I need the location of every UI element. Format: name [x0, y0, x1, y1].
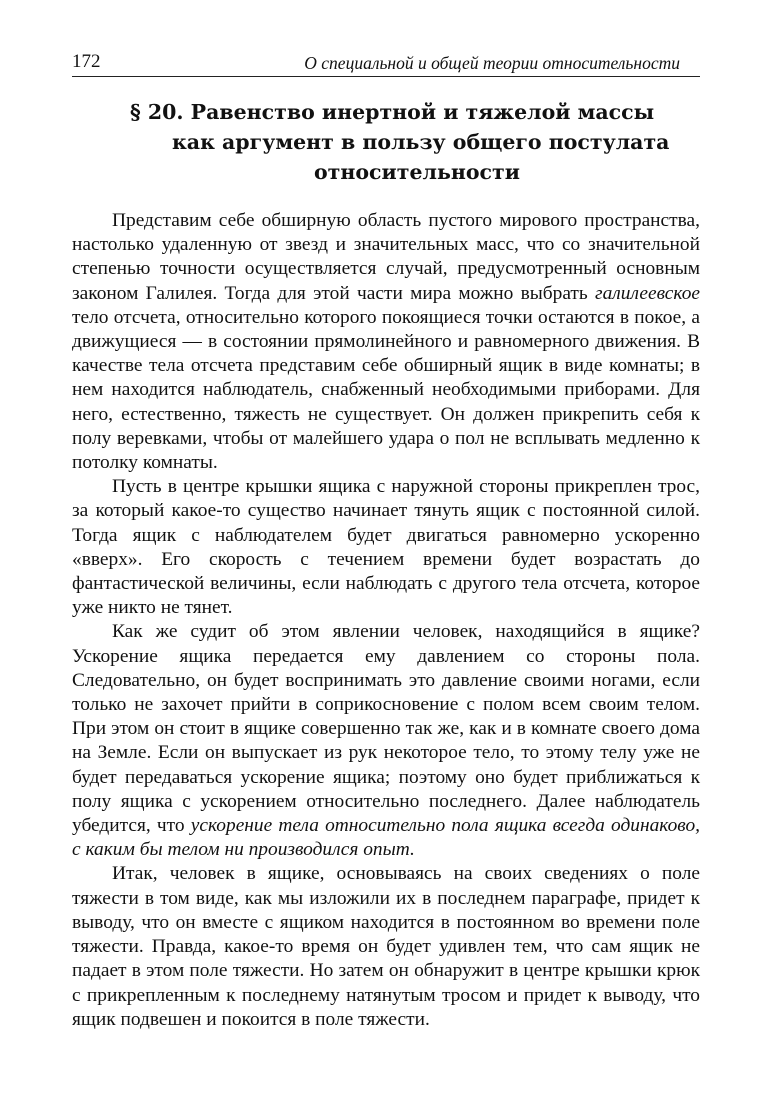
running-title: О специальной и общей теории относительности [304, 53, 680, 73]
paragraph [72, 209, 700, 475]
paragraph: Итак, человек в ящике, основываясь на своих сведениях о поле тяжести в том виде, как мы изложили их в последнем параграфе, придет к выводу, что он вместе с ящиком находится в постоянном во времени поле тяжести. Правда, какое-то время он будет удивлен тем, что сам ящик не падает в этом поле тяжести. Но затем он обнаружит в центре крышки крюк с прикрепленным к последнему натянутым тросом и придет к выводу, что ящик подвешен и покоится в поле тяжести. [72, 863, 700, 1030]
section-title [72, 97, 700, 187]
section-title-line: как аргумент в пользу общего постулата [172, 130, 670, 154]
paragraph [72, 620, 700, 862]
paragraph: Пусть в центре крышки ящика с наружной стороны прикреплен трос, за который какое-то существо начинает тянуть ящик с постоянной силой. Тогда ящик с наблюдателем будет двигаться равномерно ускоренно «вверх». Его скорость с течением времени будет возрастать до фантастической величины, если наблюдать с другого тела отсчета, которое уже никто не тянет. [72, 476, 700, 619]
page-number: 172 [72, 51, 101, 72]
paragraph-text: Как же судит об этом явлении человек, находящийся в ящике? Ускорение ящика передается ему давлением со стороны пола. Следовательно, он будет воспринимать это давление своими ногами, если только не захочет прийти в соприкосновение с полом всем своим телом. При этом он стоит в ящике совершенно так же, как и в комнате своего дома на Земле. Если он выпускает из рук некоторое тело, то этому телу уже не будет передаваться ускорение ящика; поэтому оно будет приближаться к полу ящика с ускорением относительно последнего. Далее наблюдатель убедится, что [72, 621, 700, 837]
emphasized-term: галилеевское [595, 282, 700, 304]
book-page [72, 50, 700, 1032]
body-text [72, 209, 700, 1032]
section-title-line: § 20. Равенство инертной и тяжелой массы [130, 100, 655, 124]
section-title-line: относительности [314, 160, 520, 184]
paragraph-text: Представим себе обширную область пустого мирового пространства, настолько удаленную от звезд и значительных масс, что со значительной степенью точности осуществляется случай, предусмотренный основным законом Галилея. Тогда для этой части мира можно выбрать [72, 210, 700, 304]
paragraph-text: тело отсчета, относительно которого покоящиеся точки остаются в покое, а движущиеся — в состоянии прямолинейного и равномерного движения. В качестве тела отсчета представим себе обширный ящик в виде комнаты; в нем находится наблюдатель, снабженный необходимыми приборами. Для него, естественно, тяжесть не существует. Он должен прикрепить себя к полу веревками, чтобы от малейшего удара о пол не всплывать медленно к потолку комнаты. [72, 306, 700, 474]
running-header [72, 50, 700, 77]
emphasized-statement: ускорение тела относительно пола ящика всегда одинаково, с каким бы телом ни производился опыт. [72, 815, 700, 861]
